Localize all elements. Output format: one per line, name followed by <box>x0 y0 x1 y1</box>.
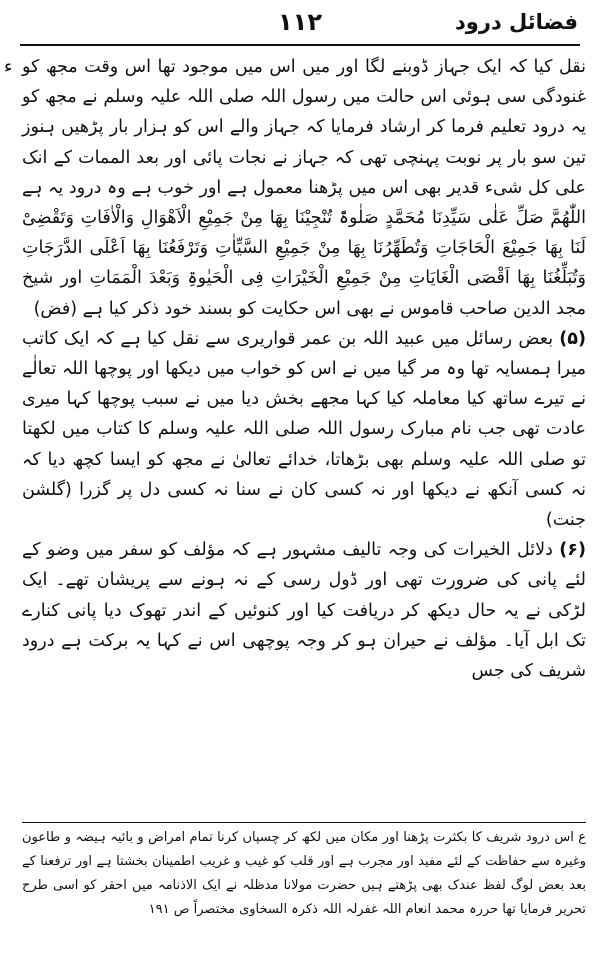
main-text <box>22 52 586 686</box>
paragraph-6 <box>22 535 586 686</box>
footnote-divider <box>22 822 586 823</box>
paragraph-1 <box>22 52 586 324</box>
paragraph-6-text: دلائل الخیرات کی وجہ تالیف مشہور ہے کہ مؤلف کو سفر میں وضو کے لئے پانی کی ضرورت تھی اور ڈول رسی کے نہ ہونے سے پریشان تھے۔ ایک لڑکی نے یہ حال دیکھ کر دریافت کیا اور کنوئیں کے اندر تھوک دیا پانی کنارے تک ابل آیا۔ مؤلف نے حیران ہو کر وجہ پوچھی اس نے کہا یہ برکت ہے درود شریف کی جس <box>22 540 586 682</box>
paragraph-1-text: نقل کیا کہ ایک جہاز ڈوبنے لگا اور میں اس میں موجود تھا اس وقت مجھ کو غنودگی سی ہوئی اس حالت میں رسول اللہ صلی اللہ علیہ وسلم نے مجھ کو یہ درود تعلیم فرما کر ارشاد فرمایا کہ جہاز والے اس کو ہزار بار پڑھیں ہنوز تین سو بار پر نوبت پہنچی تھی کہ جہاز نے نجات پائی اور بعد الممات کے انک علی کل شیء قدیر بھی اس میں پڑھنا معمول ہے اور خوب ہے وہ درود یہ ہے اللّٰھُمَّ صَلِّ عَلٰی سَیِّدِنَا مُحَمَّدٍ صَلٰوۃً تُنْجِیْنَا بِھَا مِنْ جَمِیْعِ الْاَھْوَالِ وَالْاٰفَاتِ وَتَقْضِیْ لَنَا بِھَا جَمِیْعَ الْحَاجَاتِ وَتُطَھِّرُنَا بِھَا مِنْ جَمِیْعِ السَّیِّاٰتِ وَتَرْفَعُنَا بِھَا اَعْلَی الدَّرَجَاتِ وَتُبَلِّغُنَا بِھَا اَقْصَی الْغَایَاتِ مِنْ جَمِیْعِ الْخَیْرَاتِ فِی الْحَیٰوۃِ وَبَعْدَ الْمَمَاتِ اور شیخ مجد الدین صاحب قاموس نے بھی اس حکایت کو بسند خود ذکر کیا ہے (فض) <box>22 57 586 319</box>
page-header <box>14 6 586 40</box>
footnote: ع اس درود شریف کا بکثرت پڑھنا اور مکان میں لکھ کر چسپاں کرنا تمام امراض و بائیہ ہیضہ و طاعون وغیرہ سے حفاظت کے لئے مفید اور مجرب ہے اور قلب کو غیب و غریب اطمینان بخشتا ہے اور ترفعنا کے بعد بعض لوگ لفظ عندک بھی پڑھتے ہیں حضرت مولانا مدظلہ نے ایک الاذنامہ میں احقر کو اسی طرح تحریر فرمایا تھا حررہ محمد انعام اللہ غفرلہ اللہ ذکرہ السخاوی مختصراً ص ۱۹۱ <box>22 830 586 917</box>
paragraph-number: (۵) <box>559 328 586 349</box>
paragraph-5 <box>22 324 586 535</box>
page-number: ١١٢ <box>278 8 322 36</box>
margin-mark: ء <box>4 56 13 77</box>
paragraph-5-text: بعض رسائل میں عبید اللہ بن عمر قواریری سے نقل کیا ہے کہ ایک کاتب میرا ہمسایہ تھا وہ مر گیا میں نے اس کو خواب میں دیکھا اور پوچھا اللہ تعالٰے نے تیرے ساتھ کیا معاملہ کیا کہا مجھے بخش دیا میں نے سبب پوچھا کہا میری عادت تھی جب نام مبارک رسول اللہ صلی اللہ علیہ وسلم کا کتاب میں لکھتا تو صلی اللہ علیہ وسلم بھی بڑھاتا، خدائے تعالیٰ نے مجھ کو ایسا کچھ دیا کہ نہ کسی آنکھ نے دیکھا اور نہ کسی کان نے سنا نہ کسی دل پر گزرا (گلشن جنت) <box>22 328 586 531</box>
header-divider <box>20 44 580 46</box>
paragraph-number: (۶) <box>559 540 586 561</box>
book-title: فضائل درود <box>455 10 578 34</box>
